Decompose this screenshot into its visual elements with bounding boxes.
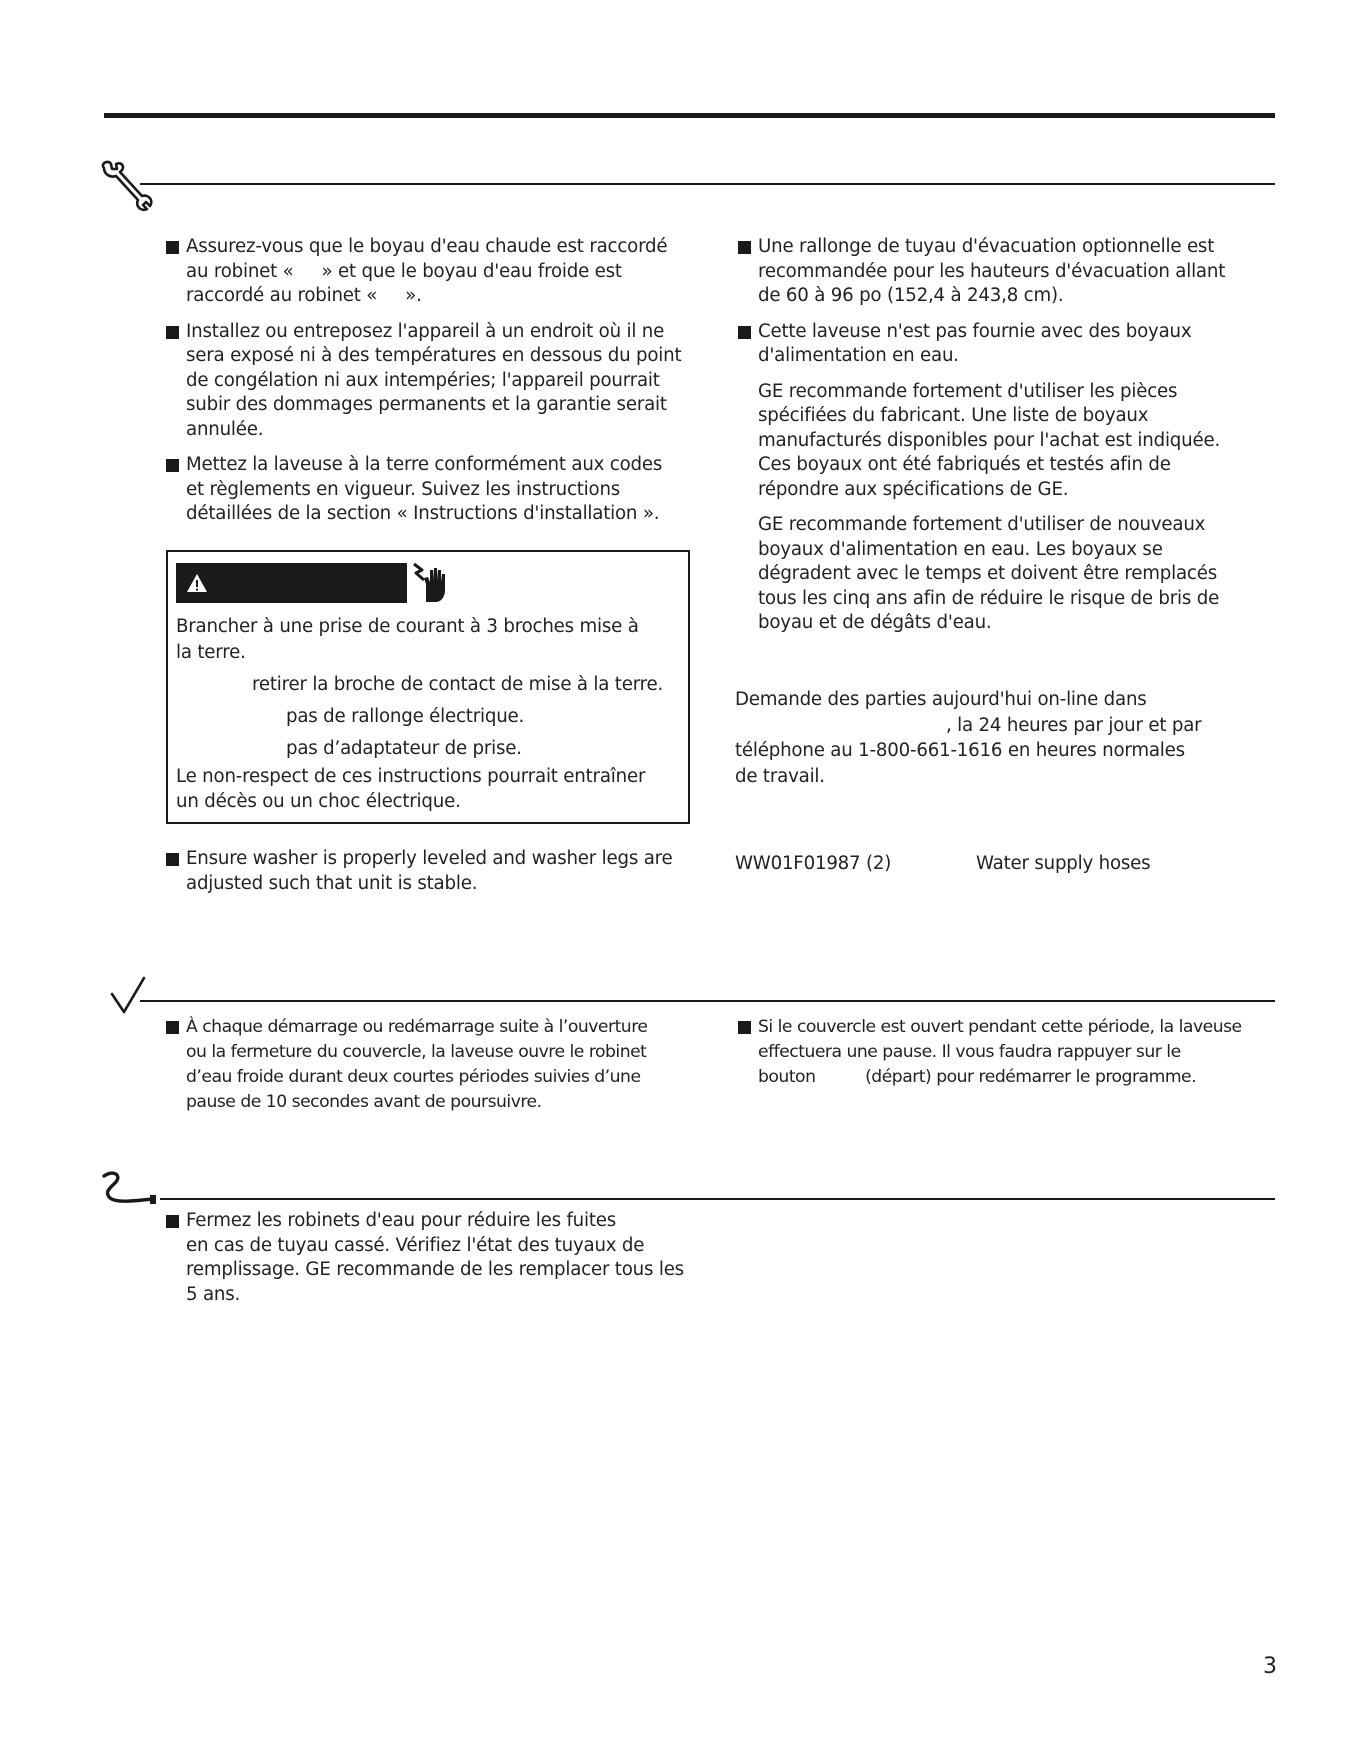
check-right-column: [738, 1015, 1298, 1101]
list-item: Cette laveuse n'est pas fournie avec des boyaux d'alimentation en eau.: [738, 320, 1278, 369]
installation-level-item: [166, 847, 726, 907]
checkmark-icon: [110, 976, 146, 1014]
paragraph: GE recommande fortement d'utiliser les pièces spécifiées du fabricant. Une liste de boyaux manufacturés disponibles pour l'achat est indiquée. Ces boyaux ont été fabriqués et testés afin de répondre aux spécifications de GE.: [758, 380, 1221, 500]
list-item: Assurez-vous que le boyau d'eau chaude est raccordé au robinet « » et que le boyau d'eau froide est raccordé au robinet « ».: [166, 235, 726, 309]
order-parts-text: Demande des parties aujourd'hui on-line dans , la 24 heures par jour et par téléphone au 1-800-661-1616 en heures normales de travail.: [735, 689, 1202, 787]
list-item: Ensure washer is properly leveled and washer legs are adjusted such that unit is stable.: [166, 847, 726, 896]
warning-line: la terre.: [176, 642, 246, 663]
warning-text: [176, 612, 688, 816]
section-rule-installation: [140, 183, 1275, 185]
paragraph: GE recommande fortement d'utiliser de nouveaux boyaux d'alimentation en eau. Les boyaux se dégradent avec le temps et doivent être remplacés tous les cinq ans afin de réduire le risque de bris de boyau et de dégâts d'eau.: [758, 514, 1220, 633]
bullet-square: [166, 241, 179, 254]
warning-line: retirer la broche de contact de mise à la terre.: [252, 674, 664, 695]
bullet-square: [738, 241, 751, 254]
warning-line: Le non-respect de ces instructions pourrait entraîner: [176, 766, 646, 787]
wrench-icon: [98, 160, 162, 212]
section-rule-check: [140, 1000, 1275, 1002]
list-item: Une rallonge de tuyau d'évacuation optionnelle est recommandée pour les hauteurs d'évacuation allant de 60 à 96 po (152,4 à 243,8 cm).: [738, 235, 1278, 309]
part-description: Water supply hoses: [976, 853, 1151, 874]
bullet-square: [166, 459, 179, 472]
warning-triangle-icon: [186, 573, 208, 593]
installation-left-column: [166, 235, 726, 538]
section-rule-hoses: [160, 1198, 1275, 1200]
list-item: Si le couvercle est ouvert pendant cette période, la laveuse effectuera une pause. Il vous faudra rappuyer sur le bouton (départ) pour redémarrer le programme.: [738, 1015, 1298, 1090]
part-number: WW01F01987 (2): [735, 853, 892, 874]
bullet-square: [166, 853, 179, 866]
check-left-column: [166, 1015, 726, 1126]
bullet-square: [738, 326, 751, 339]
bullet-square: [166, 326, 179, 339]
list-item: Mettez la laveuse à la terre conformément aux codes et règlements en vigueur. Suivez les instructions détaillées de la section « Instructions d'installation ».: [166, 453, 726, 527]
list-item: Fermez les robinets d'eau pour réduire les fuites en cas de tuyau cassé. Vérifiez l'état des tuyaux de remplissage. GE recommande de les remplacer tous les 5 ans.: [166, 1209, 726, 1307]
hose-icon: [98, 1168, 164, 1206]
warning-line: Brancher à une prise de courant à 3 broches mise à: [176, 616, 639, 637]
electric-shock-hand-icon: [410, 560, 450, 606]
list-item: À chaque démarrage ou redémarrage suite à l’ouverture ou la fermeture du couvercle, la laveuse ouvre le robinet d’eau froide durant deux courtes périodes suivies d’une pause de 10 secondes avant de poursuivre.: [166, 1015, 726, 1115]
bullet-square: [166, 1215, 179, 1228]
bullet-square: [738, 1021, 751, 1034]
warning-line: pas d’adaptateur de prise.: [286, 738, 522, 759]
bullet-square: [166, 1021, 179, 1034]
warning-line: pas de rallonge électrique.: [286, 706, 525, 727]
warning-label-bar: [176, 563, 407, 603]
installation-right-column: [738, 235, 1278, 647]
hoses-column: [166, 1209, 726, 1318]
warning-line: un décès ou un choc électrique.: [176, 791, 461, 812]
page-number: 3: [1263, 1654, 1277, 1679]
header-rule: [104, 113, 1275, 118]
list-item: Installez ou entreposez l'appareil à un endroit où il ne sera exposé ni à des températures en dessous du point de congélation ni aux intempéries; l'appareil pourrait subir des dommages permanents et la garantie serait annulée.: [166, 320, 726, 443]
